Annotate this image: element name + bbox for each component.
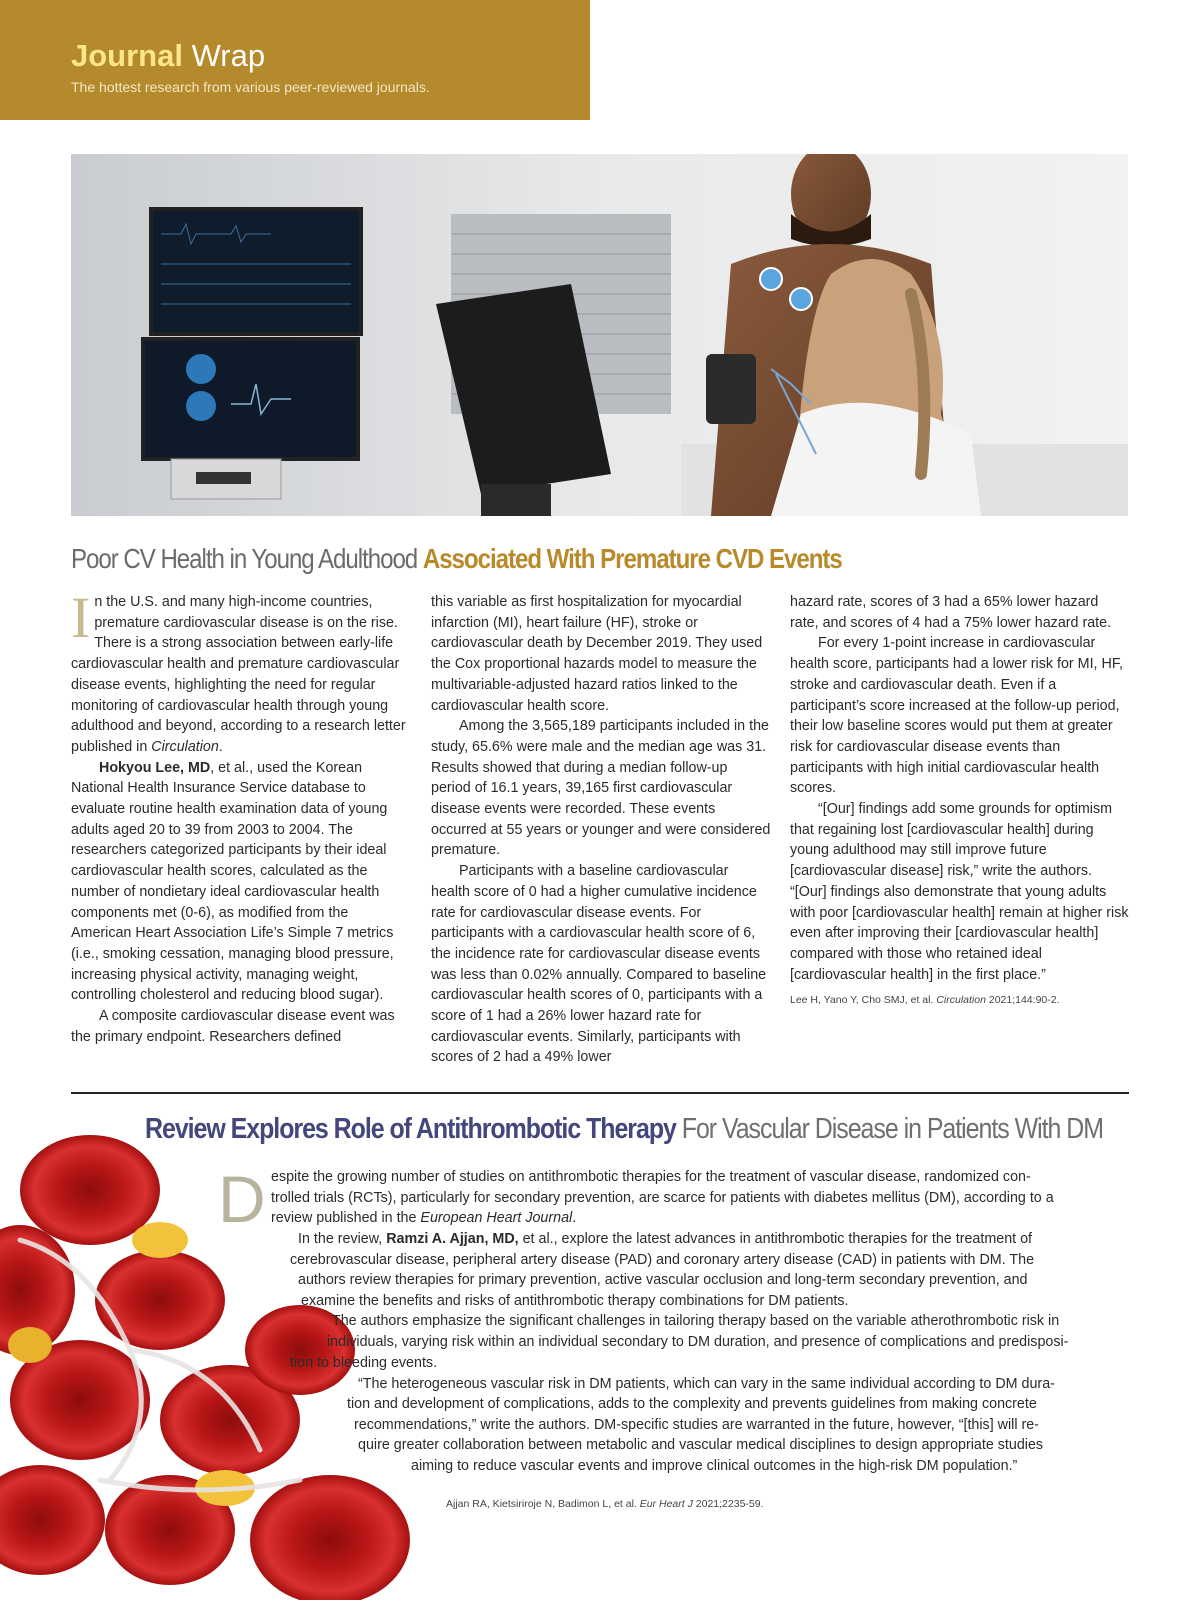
article2-p3-line2: individuals, varying risk within an individual secondary to DM duration, and presence of complications and predisposi-	[327, 1334, 1069, 1350]
article1-ref-authors: Lee H, Yano Y, Cho SMJ, et al.	[790, 994, 937, 1007]
section-divider	[71, 1092, 1129, 1094]
article1-dropcap: I	[71, 585, 91, 650]
section-subtitle: The hottest research from various peer-reviewed journals.	[71, 79, 430, 95]
article2-p1-line2: trolled trials (RCTs), particularly for secondary prevention, are scarce for patients with diabetes mellitus (DM), according to a	[271, 1189, 1054, 1206]
article2-reference	[446, 1498, 764, 1510]
article2-p3-line3: tion to bleeding events.	[290, 1355, 438, 1371]
article2-p2-line2: cerebrovascular disease, peripheral artery disease (PAD) and coronary artery disease (CAD) in patients with DM. The	[290, 1252, 1035, 1268]
article2-p2-pre: In the review,	[298, 1231, 387, 1247]
article2-p1-line3	[271, 1208, 1131, 1229]
article2-p1	[271, 1167, 1131, 1229]
article2-p4-line2: tion and development of complications, adds to the complexity and prevents guidelines from making concrete	[347, 1396, 1037, 1412]
article1-author: Hokyou Lee, MD	[99, 759, 211, 776]
article2-ref-citation: 2021;2235-59.	[692, 1498, 764, 1510]
article2-p2-line4: examine the benefits and risks of antithrombotic therapy combinations for DM patients.	[301, 1293, 849, 1309]
issue-date: August 2021	[169, 1586, 242, 1601]
article2-p4-line4: quire greater collaboration between metabolic and vascular medical disciplines to design appropriate studies	[358, 1437, 1044, 1453]
article1-c1-p3: A composite cardiovascular disease event was the primary endpoint. Researchers defined	[71, 1008, 395, 1045]
article1-headline-light: Poor CV Health in Young Adulthood	[71, 543, 423, 574]
article2-p4-line3: recommendations,” write the authors. DM-specific studies are warranted in the future, however, “[this] will re-	[354, 1417, 1039, 1433]
article2-p2-line1	[298, 1229, 1032, 1250]
section-header	[0, 0, 590, 120]
article2-p4-line5: aiming to reduce vascular events and improve clinical outcomes in the high-risk DM population.”	[411, 1458, 1018, 1474]
section-title	[71, 40, 265, 71]
section-title-bold: Journal	[71, 38, 183, 73]
article2-dropcap: D	[218, 1162, 266, 1236]
article2-p1-line3-pre: review published in the	[271, 1210, 421, 1227]
article1-c2-p2: Among the 3,565,189 participants included in the study, 65.6% were male and the median age was 31. Results showed that during a median follow-up period of 16.1 years, 39,165 first cardiovascular disease events were recorded. These events occurred at 55 years or younger and were considered premature.	[431, 718, 771, 859]
article2-p2-line1-rest: et al., explore the latest advances in antithrombotic therapies for the treatment of	[518, 1231, 1033, 1247]
article1-c2-p1: this variable as first hospitalization for myocardial infarction (MI), heart failure (HF), stroke or cardiovascular death by December 2019. They used the Cox proportional hazards model to measure the multivariable-adjusted hazard ratios linked to the cardiovascular health score.	[431, 594, 763, 714]
article1-c1-p2: , et al., used the Korean National Health Insurance Service database to evaluate routine health examination data of young adults aged 20 to 39 from 2003 to 2004. The researchers categorized participants by their ideal cardiovascular health scores, calculated as the number of nondietary ideal cardiovascular health components met (0-6), as modified from the American Heart Association Life’s Simple 7 metrics (i.e., smoking cessation, managing blood pressure, increasing physical activity, managing weight, controlling cholesterol and reducing blood sugar).	[71, 759, 394, 1004]
article1-ref-citation: 2021;144:90-2.	[985, 994, 1060, 1007]
article2-author: Ramzi A. Ajjan, MD,	[386, 1231, 519, 1247]
article2-headline	[145, 1114, 1103, 1146]
article2-p2-line3: authors review therapies for primary prevention, active vascular occlusion and long-term secondary prevention, and	[298, 1272, 1028, 1288]
article1-column-1	[71, 585, 411, 1047]
section-title-rest: Wrap	[182, 38, 266, 73]
article1-reference	[790, 993, 1130, 1007]
article1-c1-p1: n the U.S. and many high-income countries, premature cardiovascular disease is on the rise. There is a strong association between early-life cardiovascular health and premature cardiovascular disease events, highlighting the need for regular monitoring of cardiovascular health through young adulthood and beyond, according to a research letter published in	[71, 594, 406, 755]
article1-headline	[71, 544, 983, 575]
article2-ref-authors: Ajjan RA, Kietsiriroje N, Badimon L, et al.	[446, 1498, 640, 1510]
article2-p4-line1: “The heterogeneous vascular risk in DM patients, which can vary in the same individual according to DM dura-	[358, 1376, 1055, 1392]
article2-p1-line3-post: .	[572, 1210, 577, 1227]
article2-journal: European Heart Journal	[420, 1210, 573, 1227]
article1-c3-p2: For every 1-point increase in cardiovascular health score, participants had a lower risk for MI, HF, stroke and cardiovascular death. Even if a participant’s score increased at the follow-up period, their low baseline scores would put them at greater risk for cardiovascular disease events than participants with high initial cardiovascular health scores.	[790, 635, 1123, 797]
article1-ref-journal: Circulation	[936, 994, 986, 1007]
article2-ref-journal: Eur Heart J	[639, 1498, 693, 1510]
magazine-name: Cardiology	[95, 1586, 159, 1601]
article2-headline-light: For Vascular Disease in Patients With DM	[681, 1113, 1103, 1145]
article2-p3-line1: The authors emphasize the significant challenges in tailoring therapy based on the variable atherothrombotic risk in	[332, 1313, 1060, 1329]
article1-c2-p3: Participants with a baseline cardiovascular health score of 0 had a higher cumulative incidence rate for cardiovascular disease events. For participants with a cardiovascular health score of 6, the incidence rate for cardiovascular disease events was less than 0.02% annually. Compared to baseline cardiovascular health scores of 0, participants with a score of 1 had a 26% lower hazard rate for cardiovascular events. Similarly, participants with scores of 2 had a 49% lower	[431, 863, 767, 1066]
article1-c1-p1-end: .	[218, 738, 223, 755]
hero-photo	[71, 154, 1128, 516]
article1-c3-p1: hazard rate, scores of 3 had a 65% lower hazard rate, and scores of 4 had a 75% lower hazard rate.	[790, 594, 1112, 631]
page-number: 14	[71, 1586, 85, 1601]
article1-c1-journal: Circulation	[151, 738, 219, 755]
article1-column-3	[790, 592, 1130, 1007]
article1-c3-p3: “[Our] findings add some grounds for optimism that regaining lost [cardiovascular health] during young adulthood may still improve future [cardiovascular disease] risk,” write the authors. “[Our] findings also demonstrate that young adults with poor [cardiovascular health] remain at higher risk even after improving their [cardiovascular health] compared with those who retained ideal [cardiovascular health] in the first place.”	[790, 801, 1129, 983]
article2-p1-line1: espite the growing number of studies on antithrombotic therapies for the treatment of vascular disease, randomized con-	[271, 1169, 1031, 1185]
article1-headline-bold: Associated With Premature CVD Events	[422, 543, 842, 574]
article2-headline-bold: Review Explores Role of Antithrombotic Therapy	[145, 1113, 682, 1145]
article1-column-2	[431, 592, 771, 1068]
